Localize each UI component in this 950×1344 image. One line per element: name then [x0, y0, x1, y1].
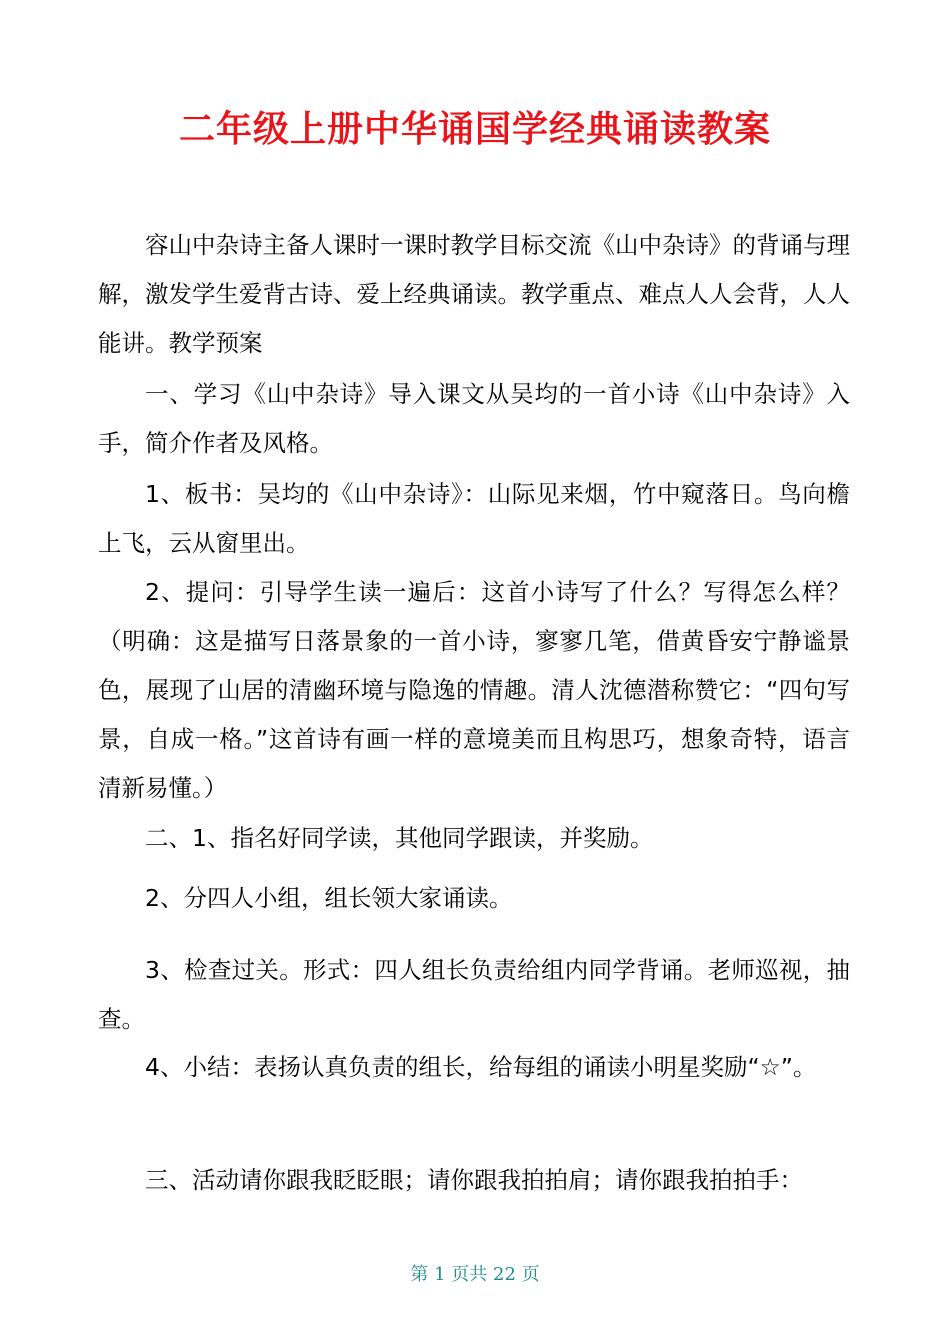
- paragraph-section-three: 三、活动请你跟我眨眨眼；请你跟我拍拍肩；请你跟我拍拍手：: [145, 1166, 803, 1194]
- paragraph-section-two: 二、1、指名好同学读，其他同学跟读，并奖励。: [145, 824, 654, 852]
- document-title: 二年级上册中华诵国学经典诵读教案: [178, 109, 771, 150]
- page-footer: 第 1 页共 22 页: [410, 1264, 540, 1285]
- paragraph-blackboard: 1、板书：吴均的《山中杂诗》：山际见来烟，竹中窥落日。鸟向檐上飞，云从窗里出。: [98, 480, 850, 557]
- paragraph-question: 2、提问：引导学生读一遍后：这首小诗写了什么？写得怎么样？（明确：这是描写日落景象的一首小诗，寥寥几笔，借黄昏安宁静谧景色，展现了山居的清幽环境与隐逸的情趣。清人沈德潜称赞它：“四句写景，自成一格。”这首诗有画一样的意境美而且构思巧，想象奇特，语言清新易懂。）: [98, 578, 850, 802]
- paragraph-summary: 4、小结：表扬认真负责的组长，给每组的诵读小明星奖励“☆”。: [145, 1053, 817, 1081]
- paragraph-group-reading: 2、分四人小组，组长领大家诵读。: [145, 884, 513, 912]
- paragraph-intro: 容山中杂诗主备人课时一课时教学目标交流《山中杂诗》的背诵与理解，激发学生爱背古诗、爱上经典诵读。教学重点、难点人人会背，人人能讲。教学预案: [98, 231, 850, 357]
- paragraph-section-one: 一、学习《山中杂诗》导入课文从吴均的一首小诗《山中杂诗》入手，简介作者及风格。: [98, 380, 850, 457]
- paragraph-check: 3、检查过关。形式：四人组长负责给组内同学背诵。老师巡视，抽查。: [98, 956, 850, 1033]
